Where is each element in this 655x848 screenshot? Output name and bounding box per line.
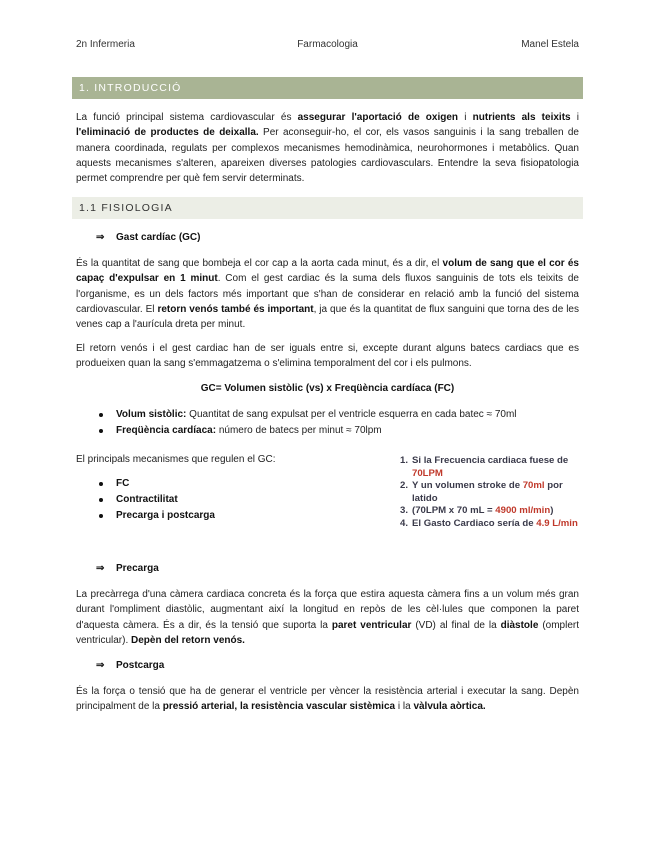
bullet-icon: [99, 498, 103, 502]
header-subject: Farmacologia: [297, 39, 358, 50]
gc-text: , ja que és la quantitat de flux sanguini que torna des de les venes cap a l'aurícula dreta per minut.: [76, 303, 579, 331]
step-number: 3.: [400, 505, 409, 516]
gc-text: . Com el gest cardiac és la suma dels fluxos sanguinis de tots els teixits de l'organisme, es un dels factors més important que s'han de considerar en relació amb la funció del sistema cardiovascular. El: [76, 273, 579, 315]
precarga-text: La precàrrega d'una càmera cardiaca concreta és la força que estira aquesta càmera fins a un volum més gran durant l'ompliment diastòlic, augmentant així la longitud en repòs de les cèl·lules que componen la paret d'aquesta càmera. És a dir, és la tensió que suporta la: [76, 589, 579, 631]
example-step: [400, 505, 590, 518]
step-text: Si la Frecuencia cardiaca fuese de: [412, 455, 569, 466]
postcarga-bold: pressió arterial, la resistència vascular sistèmica: [162, 701, 396, 713]
postcarga-text: i la: [395, 701, 414, 713]
precarga-bold: paret ventricular: [331, 619, 412, 631]
step-number: 1.: [400, 455, 409, 466]
list-item: [96, 423, 517, 439]
gc-bold: retorn venós també és important: [157, 303, 314, 315]
mechanisms-list: [96, 476, 215, 524]
arrow-icon: ⇒: [96, 660, 105, 671]
bullet-icon: [99, 413, 103, 417]
step-value: 70LPM: [412, 467, 443, 479]
intro-text: i: [570, 112, 579, 123]
list-item-term: Freqüència cardíaca:: [116, 425, 217, 436]
list-item-text: número de batecs per minut ≈ 70lpm: [216, 425, 382, 436]
list-item: [96, 407, 517, 423]
gc-paragraph-1: [76, 256, 579, 332]
intro-bold: l'eliminació de productes de deixalla.: [76, 127, 259, 139]
arrow-icon: ⇒: [96, 563, 105, 574]
subheading-label: Precarga: [116, 563, 159, 574]
intro-bold: nutrients als teixits: [472, 112, 571, 123]
step-text: Y un volumen stroke de: [412, 480, 523, 491]
step-number: 2.: [400, 480, 409, 491]
mechanism-label: Contractilitat: [116, 494, 178, 505]
bullet-icon: [99, 429, 103, 433]
gc-text: És la quantitat de sang que bombeja el cor cap a la aorta cada minut, és a dir, el: [76, 258, 443, 269]
section-heading-introduccio: 1. INTRODUCCIÓ: [72, 77, 583, 99]
subheading-postcarga: [96, 660, 164, 671]
bullet-icon: [99, 514, 103, 518]
section-heading-fisiologia: 1.1 FISIOLOGIA: [72, 197, 583, 219]
list-item: [96, 492, 215, 508]
subheading-precarga: [96, 563, 159, 574]
cardiac-output-example-image: [400, 455, 590, 533]
mechanism-label: Precarga i postcarga: [116, 510, 215, 521]
mechanisms-intro: El principals mecanismes que regulen el GC:: [76, 454, 276, 465]
subheading-label: Gast cardíac (GC): [116, 232, 201, 243]
step-value: 4900 ml/min: [495, 505, 551, 516]
step-text: El Gasto Cardiaco sería de: [412, 517, 537, 529]
list-item-term: Volum sistòlic:: [116, 409, 187, 420]
intro-text: Per aconseguir-ho, el cor, els vasos sanguinis i la sang treballen de manera coordinada, regulats per complexos mecanismes hemodinàmica, neurohormones i metabòlics. Quan aquests mecanismes s'alteren, apareixen diverses patologies cardiovasculars. Entendre la seva fisiopatologia permet comprendre per què fem servir determinats.: [76, 127, 579, 185]
header-course: 2n Infermeria: [76, 39, 135, 50]
gc-bold: volum de sang que el cor és capaç d'expulsar en 1 minut: [76, 258, 579, 285]
subheading-gast-cardiac: [96, 232, 200, 243]
list-item-text: Quantitat de sang expulsat per el ventricle esquerra en cada batec ≈ 70ml: [186, 409, 517, 420]
precarga-text: (omplert ventricular).: [76, 619, 579, 646]
intro-text: i: [458, 112, 473, 123]
gc-paragraph-2: El retorn venós i el gest cardiac han de ser iguals entre si, excepte durant alguns batecs cardiacs que es produeixen quan la sang s'emmagatzema o s'elimina temporalment del cor i els pulmons.: [76, 343, 579, 370]
subheading-label: Postcarga: [116, 660, 165, 671]
step-number: 4.: [400, 517, 409, 529]
header-author: Manel Estela: [521, 39, 579, 50]
bullet-icon: [99, 482, 103, 486]
page-header: [76, 39, 579, 53]
intro-text: La funció principal sistema cardiovascular és: [76, 112, 298, 123]
step-value: 70ml: [522, 480, 545, 491]
precarga-text: (VD) al final de la: [411, 619, 501, 631]
gc-formula: GC= Volumen sistòlic (vs) x Freqüència cardíaca (FC): [200, 383, 455, 394]
list-item: [96, 476, 215, 492]
precarga-paragraph: [76, 587, 579, 648]
list-item: [96, 508, 215, 524]
intro-paragraph: [76, 110, 579, 186]
mechanism-label: FC: [116, 478, 130, 489]
intro-bold: assegurar l'aportació de oxigen: [297, 112, 459, 123]
example-step: [400, 480, 590, 505]
step-value: 4.9 L/min: [536, 517, 578, 529]
step-text: (70LPM x 70 mL =: [412, 505, 496, 516]
gc-definition-list: [96, 407, 517, 439]
postcarga-text: És la força o tensió que ha de generar el ventricle per vèncer la resistència arterial i executar la sang. Depèn principalment de la: [76, 686, 579, 713]
example-step: [400, 518, 590, 531]
precarga-bold: diàstole: [500, 619, 539, 631]
step-text: ): [550, 505, 554, 516]
postcarga-paragraph: [76, 684, 579, 715]
precarga-bold: Depèn del retorn venós.: [131, 634, 245, 646]
postcarga-bold: vàlvula aòrtica.: [413, 701, 486, 713]
step-text: por latido: [412, 480, 563, 504]
example-step: [400, 455, 590, 480]
arrow-icon: ⇒: [96, 232, 105, 243]
